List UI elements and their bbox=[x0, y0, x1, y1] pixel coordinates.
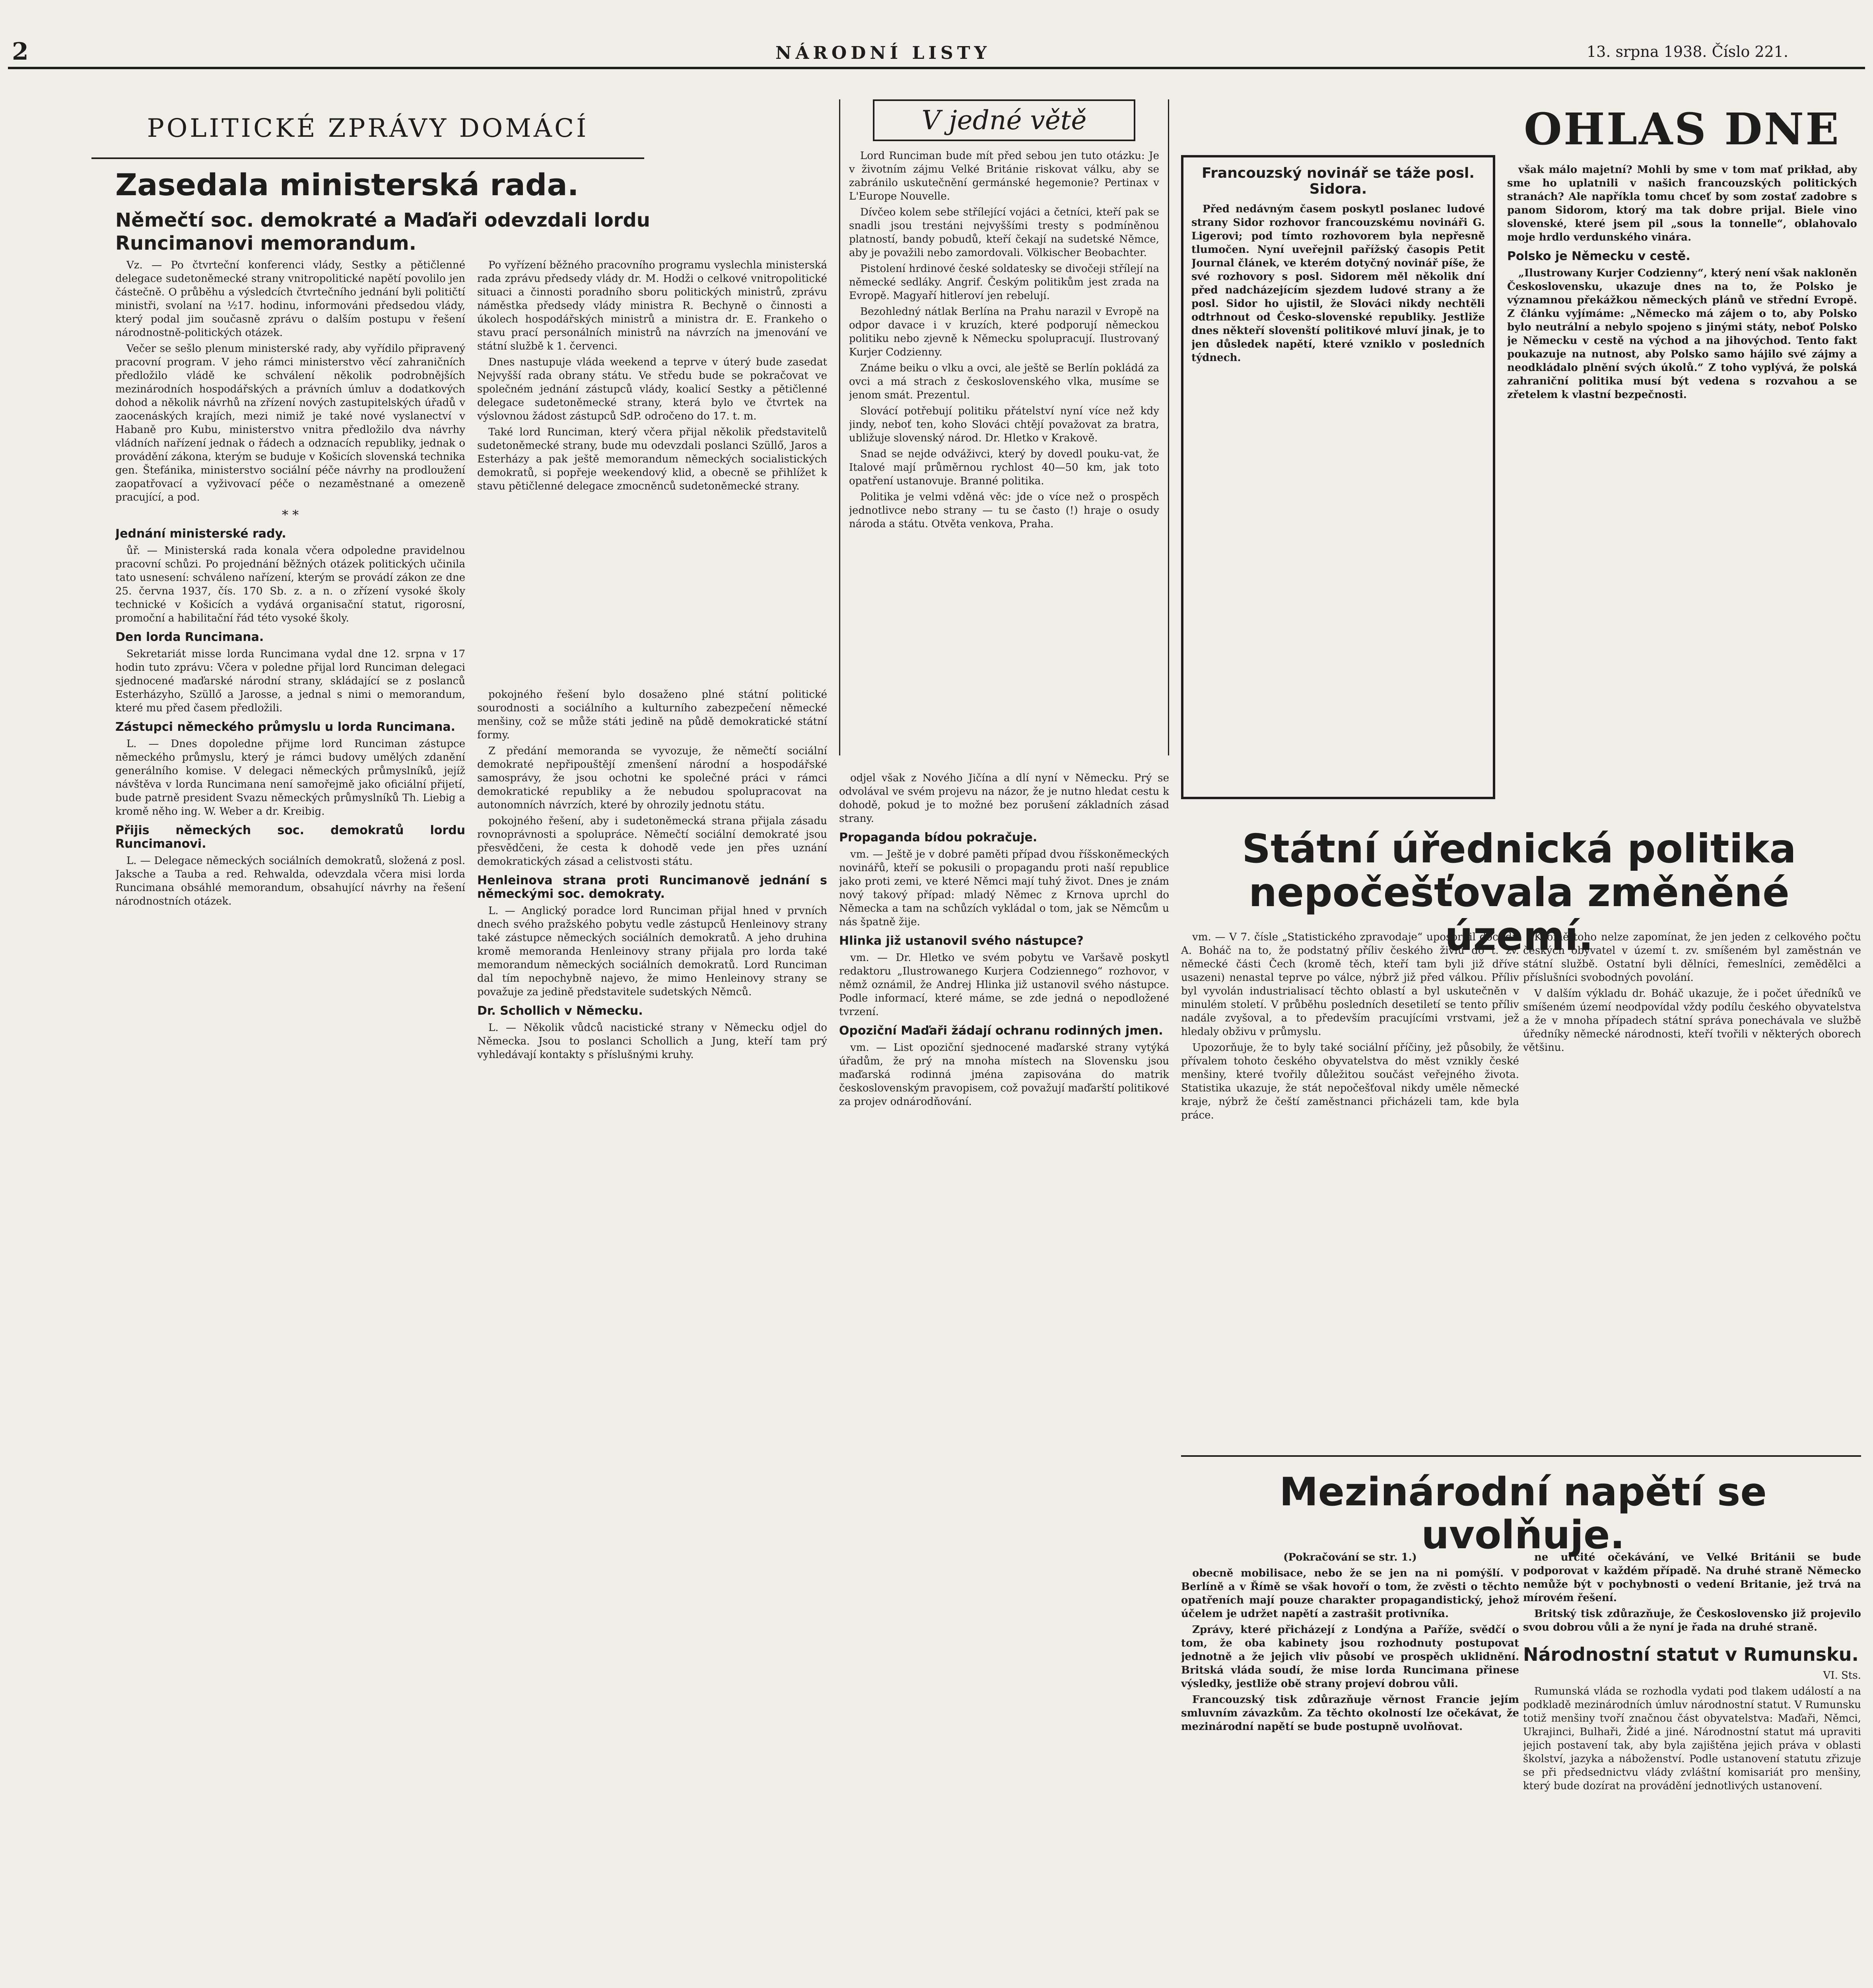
paragraph: L. — Anglický poradce lord Runciman přijal hned v prvních dnech svého pražského pobytu vedle zástupců Henleinovy strany také zástupce německých sociálních demokratů. A jeho druhina kromě memoranda Henleinovy strany přijala pro lorda také memorandum německých sociálních demokratů. Lord Runciman dal tím nepochybně najevo, že mimo Henleinovy strany se považuje za jedině představitele sudetských Němců. bbox=[477, 905, 827, 998]
paragraph: L. — Delegace německých sociálních demokratů, složená z posl. Jaksche a Tauba a red. Rehwalda, odevzdala včera misi lorda Runcimana obsáhlé memorandum, obsahující návrhy na řešení národnostních otázek. bbox=[115, 855, 465, 907]
ohlas-box-title: Francouzský novinář se táže posl. Sidora. bbox=[1201, 165, 1475, 197]
paragraph: ůř. — Ministerská rada konala včera odpoledne pravidelnou pracovní schůzi. Po projednání běžných otázek politických učinila tato usnesení: schváleno nařízení, kterým se provádí zákon ze dne 25. června 1937, čís. 170 Sb. z. a n. o zřízení vysoké školy technické v Košicích a vydává organisační statut, rigorosní, promoční a habilitační řád této vysoké školy. bbox=[115, 545, 465, 624]
paragraph: Také lord Runciman, který včera přijal několik představitelů sudetoněmecké strany, bude mu odevzdali poslanci Szüllő, Jaros a Esterházy a pak ještě memorandum německých socialistických demokratů, si popřeje weekendový klid, a obecně se přihlížet k stavu pětičlenné delegace zmocněnců sudetoněmecké strany. bbox=[477, 426, 827, 492]
separator-stars: * * bbox=[282, 507, 299, 522]
paragraph: Politika je velmi vděná věc: jde o více než o prospěch jednotlivce nebo strany — tu se často (!) hraje o osudy národa a státu. Otvěta venkova, Praha. bbox=[849, 491, 1159, 530]
statni-headline: Státní úřednická politika nepočešťovala změněné území. bbox=[1242, 825, 1796, 959]
statni-column-1 bbox=[1181, 930, 1519, 1447]
statut-signature: VI. Sts. bbox=[1823, 1669, 1861, 1681]
subheading: Den lorda Runcimana. bbox=[115, 630, 264, 644]
subheading: Polsko je Německu v cestě. bbox=[1507, 249, 1690, 263]
paragraph: Dnes nastupuje vláda weekend a teprve v úterý bude zasedat Nejvyšší rada obrany státu. Ve středu bude se pokračovat ve společném jednání zástupců vlády, koalicí Sestky a pětičlenné delegace sudetoněmecké strany, která bylo ve čtvrtek na výslovnou žádost zástupců SdP. odročeno do 17. t. m. bbox=[477, 356, 827, 422]
continuation-note: (Pokračování se str. 1.) bbox=[1283, 1551, 1417, 1563]
paragraph: Večer se sešlo plenum ministerské rady, aby vyřídilo připravený pracovní program. V jeho rámci ministerstvo věcí zahraničních předložilo vládě ke schválení několik podrobnějších mezinárodních hospodářských a právních úmluv a dodatkových dohod a několik návrhů na zřízení nových zastupitelských úřadů v zaocenáských krajích, mezi nimiž je také nové vyslanectví v Habaně pro Kubu, ministerstvo vnitra předložilo dva návrhy vládních nařízení jednak o řádech a odznacích republiky, jednak o provádění zákona, kterým se buduje v Košicích slovenská technika gen. Štefánika, ministerstvo sociální péče návrhy na prodloužení zaopatřovací a vyživovací péče o nezaměstnané a omezeně pracující, a pod. bbox=[115, 343, 465, 503]
paragraph: však málo majetní? Mohli by sme v tom mať prikład, aby sme ho uplatnili v našich francouzských politických stranách? Ale napříkla tomu chceť by som zostať zadobre s panom Sidorom, ktorý ma tak dobre prijal. Biele vino slovenské, které jsem pil „sous la tonnelle“, oblahovalo moje hrdlo verdunského vinára. bbox=[1507, 164, 1857, 243]
politics-subhead: Němečtí soc. demokraté a Maďaři odevzdali lordu Runcimanovi memorandum. bbox=[115, 209, 650, 254]
paragraph: Po vyřízení běžného pracovního programu vyslechla ministerská rada zprávu předsedy vlády dr. M. Hodži o celkové vnitropolitické situaci a činnosti poradního sboru politických ministrů, zprávu náměstka předsedy vlády ministra R. Bechyně o činnosti a úkolech hospodářských ministrů a ministra dr. E. Frankeho o stavu prací personálních ministrů na návrzích na jmenování ve státní službě k 1. červenci. bbox=[477, 259, 827, 352]
paragraph: Lord Runciman bude mít před sebou jen tuto otázku: Je v životním zájmu Velké Británie riskovat válku, aby se zabránilo uskutečnění germánské hegemonie? Pertinax v L'Europe Nouvelle. bbox=[849, 150, 1159, 202]
ohlas-box bbox=[1181, 155, 1495, 799]
issue-date: 13. srpna 1938. Číslo 221. bbox=[1587, 43, 1789, 60]
paragraph: L. — Dnes dopoledne přijme lord Runciman zástupce německého průmyslu, který je rámci budovy umělých zdanění generálního komise. V delegaci německých průmyslníků, jejíž návštěva v lorda Runcimana není samořejmě jako oficiální přijetí, bude patrně president Svazu německých průmyslníků Th. Liebig a kromě něho ing. W. Weber a dr. Kreibig. bbox=[115, 738, 465, 817]
middle-column-b bbox=[839, 771, 1169, 1988]
paper-name: NÁRODNÍ LISTY bbox=[775, 43, 991, 63]
paragraph: „Ilustrowany Kurjer Codzienny“, který není však nakloněn Československu, ukazuje dnes na to, že Polsko je významnou překážkou německých plánů ve střední Evropě. Z článku vyjímáme: „Německo má zájem o to, aby Polsko bylo neutrální a nebylo spojeno s jinými státy, neboť Polsko je Německu v cestě na východ a na jihovýchod. Tento fakt poukazuje na nutnost, aby Polsko samo hájilo své zájmy a neodkládalo plnění svých úkolů.“ Z toho vyplývá, že polská zahraniční politika musí být vedena s rozvahou a se zřetelem k vlastní bezpečnosti. bbox=[1507, 267, 1857, 401]
pinned-body bbox=[849, 149, 1159, 738]
paragraph: Z předání memoranda se vyvozuje, že němečtí sociální demokraté nepřipouštějí zmenšení národní a hospodářské samosprávy, že jsou ochotni ke společné práci v rámci demokratické republiky a že nebudou spolupracovat na autonomních návrzích, které by ohrozily jednotu státu. bbox=[477, 745, 827, 811]
mezinarodni-column-1 bbox=[1181, 1551, 1519, 1988]
paragraph: Francouzský tisk zdůrazňuje věrnost Francie jejím smluvním závazkům. Za těchto okolností lze očekávat, že mezinárodní napětí se bude postupně uvolňovat. bbox=[1181, 1694, 1519, 1733]
politics-headline: Zasedala ministerská rada. bbox=[115, 167, 579, 202]
politics-column-1 bbox=[115, 258, 465, 1988]
subheading: Henleinova strana proti Runcimanově jednání s německými soc. demokraty. bbox=[477, 874, 827, 901]
page-number: 2 bbox=[12, 38, 29, 66]
mezinarodni-column-2 bbox=[1523, 1551, 1861, 1988]
paragraph: vm. — List opoziční sjednocené maďarské strany vytýká úřadům, že prý na mnoha místech na Slovensku jsou maďarská rodinná jména zapisována do matrik československým pravopisem, což považují maďarští politikové za projev odnárodňování. bbox=[839, 1042, 1169, 1108]
paragraph: ne určité očekávání, ve Velké Británii se bude podporovat v každém případě. Na druhé straně Německo nemůže být v pochybnosti o vedení Britanie, jež trvá na mírovém řešení. bbox=[1523, 1551, 1861, 1604]
paragraph: vm. — Dr. Hletko ve svém pobytu ve Varšavě poskytl redaktoru „Ilustrowanego Kurjera Codziennego“ rozhovor, v němž oznámil, že Andrej Hlinka již ustanovil svého nástupce. Podle informací, které máme, se zde jedná o nepodložené tvrzení. bbox=[839, 952, 1169, 1018]
subheading: Propaganda bídou pokračuje. bbox=[839, 831, 1038, 845]
subheading: Jednání ministerské rady. bbox=[115, 527, 286, 541]
paragraph: vm. — V 7. čísle „Statistického zpravodaje“ uposornil doc. dr. A. Boháč na to, že podstatný příliv českého živlu do t. zv. německé části Čech (kromě těch, kteří tam byli již dříve usazeni) nenastal teprve po válce, nýbrž již před válkou. Příliv byl vyvolán industrialisací těchto oblastí a byl uskutečněn v minulém století. V průběhu posledních desetiletí se tento příliv nadále zvyšoval, a to především pracujícími vrstvami, jež hledaly obživu v průmyslu. bbox=[1181, 931, 1519, 1038]
statni-column-2 bbox=[1523, 930, 1861, 1447]
paragraph: Před nedávným časem poskytl poslanec ludové strany Sidor rozhovor francouzskému novináři G. Ligerovi; pod tímto rozhovorem byla nepřesně tlumočen. Nyní uveřejnil pařížský časopis Petit Journal článek, ve kterém dotyčný novinář píše, že své rozhovory s posl. Sidorem měl několik dní před nadcházejícím sjezdem ludové strany a že posl. Sidor ho ujistil, že Slováci nikdy nechtěli odtrhnout od Česko-slovenské republiky. Jestliže dnes někteří slovenští politikové mluví jinak, je to jen důsledek napětí, které vzniklo v posledních týdnech. bbox=[1191, 203, 1485, 364]
subheading: Přijis německých soc. demokratů lordu Runcimanovi. bbox=[115, 823, 465, 851]
paragraph: Známe beiku o vlku a ovci, ale ještě se Berlín pokládá za ovci a má strach z československého vlka, musíme se jenom smát. Prezentul. bbox=[849, 362, 1159, 401]
paragraph: Zprávy, které přicházejí z Londýna a Paříže, svědčí o tom, že oba kabinety jsou rozhodnuty postupovat jednotně a že jejich vliv působí ve prospěch uklidnění. Britská vláda soudí, že mise lorda Runcimana přinese výsledky, jestliže obě strany projeví dobrou vůli. bbox=[1181, 1624, 1519, 1690]
paragraph: Dívčeo kolem sebe střílející vojáci a četníci, kteří pak se snadli jsou trestáni nejvyššími tresty s podmíněnou platností, bandy pobudů, kteří čekají na sudetské Němce, aby je považili nebo zamordovali. Völkischer Beobachter. bbox=[849, 206, 1159, 259]
paragraph: obecně mobilisace, nebo že se jen na ni pomýšlí. V Berlíně a v Římě se však hovoří o tom, že zvěsti o těchto opatřeních mají pouze charakter propagandistický, jehož účelem je udržet napětí a zastrašit protivníka. bbox=[1181, 1567, 1519, 1620]
ohlas-box-body bbox=[1191, 202, 1485, 783]
paragraph: vm. — Ještě je v dobré paměti případ dvou říšskoněmeckých novinářů, kteří se pokusili o propagandu proti naší republice jako proti zemi, ve které Němci mají tuhý život. Dnes je znám nový takový případ: mladý Němec z Krnova uprchl do Německa a tam na schůzích vykládal o tom, jak se Němcům u nás špatně žije. bbox=[839, 848, 1169, 928]
paragraph: Pistolení hrdinové české soldatesky se divočeji střílejí na německé sedláky. Angrif. Českým politikům jest zrada na Evropě. Magyaří hitleroví jen rebelují. bbox=[849, 263, 1159, 302]
paragraph: Britský tisk zdůrazňuje, že Československo již projevilo svou dobrou vůli a že nyní je řada na druhé straně. bbox=[1523, 1608, 1861, 1633]
paragraph: Bezohledný nátlak Berlína na Prahu narazil v Evropě na odpor davace i v kruzích, které podporují německou politiku nebo zjevně k Německu spolupracují. Ilustrovaný Kurjer Codzienny. bbox=[849, 306, 1159, 358]
paragraph: V dalším výkladu dr. Boháč ukazuje, že i počet úředníků ve smíšeném území neodpovídal vždy podílu českého obyvatelstva a že v mnoha případech státní správa ponechávala ve službě úředníky německé národnosti, kteří tvořili v některých oborech většinu. bbox=[1523, 988, 1861, 1054]
statut-title: Národnostní statut v Rumunsku. bbox=[1523, 1644, 1859, 1665]
paragraph: Rumunská vláda se rozhodla vydati pod tlakem událostí a na podkladě mezinárodních úmluv národnostní statut. V Rumunsku totiž menšiny tvoří značnou část obyvatelstva: Maďaři, Němci, Ukrajinci, Bulhaři, Židé a jiné. Národnostní statut má upraviti jejich postavení tak, aby byla zajištěna jejich práva v oblasti školství, jazyka a náboženství. Podle ustanovení statutu zřizuje se při předsednictvu vlády zvláštní komisariát pro menšiny, který bude dozírat na provádění jednotlivých ustanovení. bbox=[1523, 1685, 1861, 1792]
section-divider bbox=[1181, 1455, 1861, 1457]
paragraph: L. — Několik vůdců nacistické strany v Německu odjel do Německa. Jsou to poslanci Schollich a Jung, kteří tam prý vyhledávají kontakty s příslušnými kruhy. bbox=[477, 1022, 827, 1061]
paragraph: Kromě toho nelze zapomínat, že jen jeden z celkového počtu českých obyvatel v území t. zv. smíšeném byl zaměstnán ve státní službě. Ostatní byli dělníci, řemeslníci, zemědělci a příslušníci svobodných povolání. bbox=[1523, 931, 1861, 984]
mezinarodni-headline: Mezinárodní napětí se uvolňuje. bbox=[1279, 1470, 1767, 1558]
pinned-title: V jedné větě bbox=[873, 99, 1135, 141]
paragraph: Snad se nejde odváživci, který by dovedl pouku-vat, že Italové mají průměrnou rychlost 40—50 km, jak toto opatření ustanovuje. Branné politika. bbox=[849, 448, 1159, 487]
subheading: Dr. Schollich v Německu. bbox=[477, 1004, 643, 1018]
pinned-column bbox=[839, 99, 1169, 755]
paragraph: pokojného řešení bylo dosaženo plné státní politické sourodnosti a sociálního a kulturního zabezpečení německé menšiny, což se může státi jedině na půdě demokratické státní formy. bbox=[477, 689, 827, 741]
subheading: Hlinka již ustanovil svého nástupce? bbox=[839, 934, 1084, 948]
paragraph: odjel však z Nového Jičína a dlí nyní v Německu. Prý se odvolával ve svém projevu na názor, že je nutno hledat cestu k dohodě, pokud je to možné bez porušení základních zásad strany. bbox=[839, 772, 1169, 825]
subheading: Opoziční Maďaři žádají ochranu rodinných jmen. bbox=[839, 1024, 1163, 1038]
paragraph: pokojného řešení, aby i sudetoněmecká strana přijala zásadu rovnoprávnosti a spolupráce. Němečtí sociální demokraté jsou přesvědčeni, že cesta k dohodě vede jen přes uznání demokratických zásad a celistvosti státu. bbox=[477, 815, 827, 868]
ohlas-right-column bbox=[1507, 163, 1857, 799]
middle-column-a bbox=[477, 688, 827, 1988]
politics-section-title: POLITICKÉ ZPRÁVY DOMÁCÍ bbox=[147, 114, 589, 143]
subheading: Zástupci německého průmyslu u lorda Runcimana. bbox=[115, 720, 455, 734]
paragraph: Vz. — Po čtvrteční konferenci vlády, Sestky a pětičlenné delegace sudetoněmecké strany vnitropolitické napětí povolilo jen částečně. O průběhu a výsledcích čtvrtečního jednání byli političtí ministři, svolaní na ½17. hodinu, informováni předsedou vlády, který podal jim současně zprávu o dalším postupu v řešení národnostně-politických otázek. bbox=[115, 259, 465, 339]
paragraph: Upozorňuje, že to byly také sociální příčiny, jež působily, že přívalem tohoto českého obyvatelstva do měst vznikly české menšiny, které tvořily důležitou součást veřejného života. Statistika ukazuje, že stát nepočešťoval nikdy uměle německé kraje, nýbrž že čeští zaměstnanci přicházeli tam, kde byla práce. bbox=[1181, 1042, 1519, 1121]
paragraph: Sekretariát misse lorda Runcimana vydal dne 12. srpna v 17 hodin tuto zprávu: Včera v poledne přijal lord Runciman delegaci sjednocené maďarské národní strany, skládající se z poslanců Esterházyho, Szüllő a Jarosse, a jednal s nimi o memorandum, které mu před časem předložili. bbox=[115, 648, 465, 714]
masthead-rule bbox=[8, 67, 1865, 69]
politics-section-title-box bbox=[91, 99, 644, 159]
ohlas-title: OHLAS DNE bbox=[1524, 103, 1840, 155]
paragraph: Slovácí potřebují politiku přátelství nyní více než kdy jindy, neboť ten, koho Slováci chtějí považovat za bratra, ubližuje slovenský národ. Dr. Hletko v Krakově. bbox=[849, 405, 1159, 444]
politics-column-2 bbox=[477, 258, 827, 676]
